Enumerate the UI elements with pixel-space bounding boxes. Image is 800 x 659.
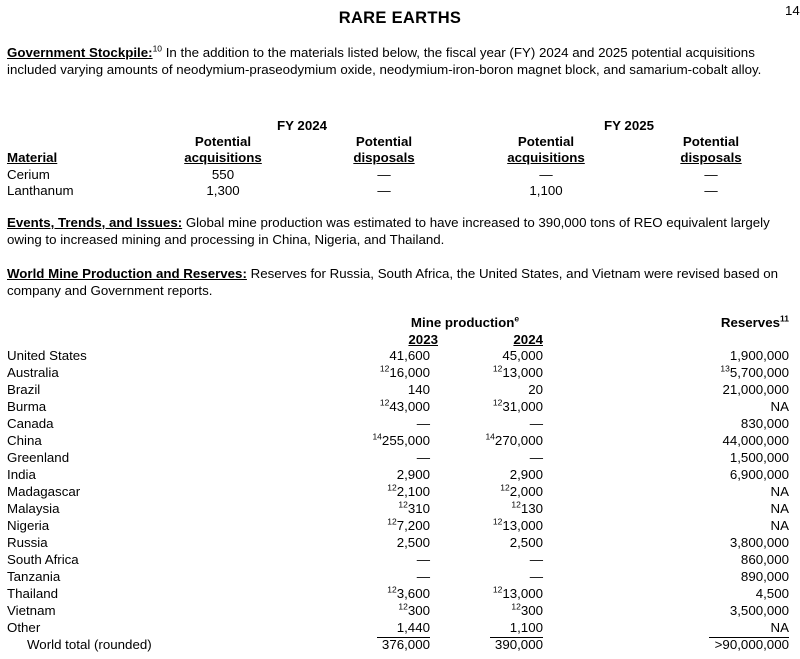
cell-2023: [300, 501, 430, 518]
cell-2024: 2,900: [509, 467, 543, 482]
cell-2024: —: [529, 450, 543, 465]
cell-fy24-disp: —: [377, 167, 391, 182]
footnote-marker: 10: [152, 43, 163, 54]
cell-reserves: 830,000: [740, 416, 789, 431]
mine-production-header: [411, 314, 519, 331]
cell-reserves: NA: [770, 501, 789, 516]
footnote-marker: 13: [720, 363, 730, 374]
fy-header-row: [0, 117, 800, 133]
col-header-potential-2: Potential: [355, 134, 413, 149]
country-label: Thailand: [7, 586, 59, 601]
fy-2025-header: FY 2025: [603, 118, 655, 133]
country-label: Vietnam: [7, 603, 56, 618]
cell-reserves: [619, 365, 789, 382]
country-label: China: [7, 433, 42, 448]
col-header-acquisitions-fy25: acquisitions: [507, 150, 585, 165]
cell-fy25-acq: —: [539, 167, 553, 182]
cell-2023: [300, 518, 430, 535]
footnote-marker: 12: [398, 499, 408, 510]
cell-2024: [413, 501, 543, 518]
footnote-marker: 12: [387, 516, 397, 527]
col-header-disposals-fy24: disposals: [353, 150, 415, 165]
cell-2023: [300, 365, 430, 382]
col-header-potential-1: Potential: [194, 134, 252, 149]
table-row-lanthanum: [0, 182, 800, 198]
footnote-marker: 11: [780, 313, 789, 324]
cell-2023: 41,600: [389, 348, 430, 363]
cell-reserves: [619, 620, 789, 638]
col-header-acquisitions-fy24: acquisitions: [184, 150, 262, 165]
cell-fy24-acq: 1,300: [206, 183, 240, 198]
cell-fy24-disp: —: [377, 183, 391, 198]
footnote-marker: 14: [372, 431, 382, 442]
value: 31,000: [502, 399, 543, 414]
value: 16,000: [389, 365, 430, 380]
cell-fy25-disp: —: [704, 167, 718, 182]
footnote-marker: 12: [492, 397, 503, 408]
value: 2,100: [396, 484, 430, 499]
footnote-marker: 14: [485, 431, 495, 442]
cell-2024: [413, 433, 543, 450]
footnote-marker: 12: [492, 584, 503, 595]
cell-2024: 2,500: [509, 535, 543, 550]
world-heading: World Mine Production and Reserves:: [7, 266, 247, 281]
country-label: South Africa: [7, 552, 79, 567]
value: 13,000: [502, 518, 543, 533]
cell-reserves: NA: [770, 399, 789, 414]
cell-2024: 20: [528, 382, 543, 397]
cell-2024: [413, 518, 543, 535]
stockpile-paragraph: [7, 44, 796, 78]
material-label: Cerium: [7, 167, 50, 182]
footnote-marker: 12: [500, 482, 510, 493]
footnote-marker: e: [514, 313, 520, 324]
fy-2024-header: FY 2024: [276, 118, 328, 133]
stockpile-heading: Government Stockpile:: [7, 45, 153, 60]
country-label: World total (rounded): [27, 637, 152, 652]
cell-reserves: 1,500,000: [729, 450, 789, 465]
table-row-canada: [0, 416, 800, 433]
table-row-madagascar: [0, 484, 800, 501]
page-title: RARE EARTHS: [338, 9, 462, 27]
cell-2023: [300, 484, 430, 501]
cell-reserves: 4,500: [755, 586, 789, 601]
country-label: United States: [7, 348, 87, 363]
events-paragraph: [7, 214, 796, 248]
col-header-potential-4: Potential: [682, 134, 740, 149]
cell-reserves: NA: [770, 518, 789, 533]
cell-reserves: 3,800,000: [729, 535, 789, 550]
cell-reserves: 890,000: [740, 569, 789, 584]
footnote-marker: 12: [387, 584, 397, 595]
country-label: Madagascar: [7, 484, 81, 499]
cell-2023: —: [416, 416, 430, 431]
cell-2023: 2,900: [396, 467, 430, 482]
production-header-row: [0, 314, 800, 330]
table-row-malaysia: [0, 501, 800, 518]
col-header-material: Material: [7, 150, 58, 165]
country-label: Russia: [7, 535, 48, 550]
col-header-potential-3: Potential: [517, 134, 575, 149]
cell-2024: [413, 399, 543, 416]
cell-2023: [300, 603, 430, 620]
table-row-burma: [0, 399, 800, 416]
cell-2024: [413, 620, 543, 638]
cell-2023: [300, 433, 430, 450]
footnote-marker: 12: [511, 601, 521, 612]
cell-reserves: >90,000,000: [714, 637, 789, 652]
footnote-marker: 12: [387, 482, 397, 493]
cell-2023: [300, 620, 430, 638]
year-2023-header: 2023: [408, 332, 438, 347]
cell-2023: —: [416, 552, 430, 567]
events-text: Global mine production was estimated to have increased to 390,000 tons of REO equivalent largely owing to increased mining and processing in China, Nigeria, and Thailand.: [7, 215, 770, 247]
year-2024-header: 2024: [513, 332, 543, 347]
material-label: Lanthanum: [7, 183, 74, 198]
footnote-marker: 12: [511, 499, 521, 510]
world-text: Reserves for Russia, South Africa, the United States, and Vietnam were revised based on company and Government reports.: [7, 266, 779, 298]
cell-2024: —: [529, 416, 543, 431]
value: 255,000: [381, 433, 430, 448]
footnote-marker: 12: [492, 516, 503, 527]
country-label: Canada: [7, 416, 54, 431]
table-row-greenland: [0, 450, 800, 467]
sum-rule: NA: [709, 620, 789, 638]
sum-rule: 1,440: [377, 620, 430, 638]
mine-production-label: Mine production: [410, 315, 515, 330]
cell-2024: —: [529, 552, 543, 567]
table-row-india: [0, 467, 800, 484]
country-label: Other: [7, 620, 41, 635]
table-row-brazil: [0, 382, 800, 399]
cell-2024: [413, 484, 543, 501]
value: 300: [520, 603, 543, 618]
table-row-vietnam: [0, 603, 800, 620]
value: 5,700,000: [729, 365, 789, 380]
value: 270,000: [494, 433, 543, 448]
footnote-marker: 12: [492, 363, 503, 374]
table-row-south-africa: [0, 552, 800, 569]
cell-reserves: 21,000,000: [722, 382, 789, 397]
value: 7,200: [396, 518, 430, 533]
events-heading: Events, Trends, and Issues:: [7, 215, 183, 230]
cell-reserves: 3,500,000: [729, 603, 789, 618]
cell-2024: [413, 603, 543, 620]
value: 3,600: [396, 586, 430, 601]
cell-2024: —: [529, 569, 543, 584]
column-header-row: [0, 149, 800, 165]
cell-reserves: 6,900,000: [729, 467, 789, 482]
cell-fy24-acq: 550: [211, 167, 235, 182]
table-row-tanzania: [0, 569, 800, 586]
table-row-china: [0, 433, 800, 450]
cell-fy25-disp: —: [704, 183, 718, 198]
country-label: Brazil: [7, 382, 41, 397]
page-number: 14: [785, 3, 800, 18]
production-table: [0, 348, 800, 654]
table-row-other: [0, 620, 800, 637]
cell-reserves: 1,900,000: [729, 348, 789, 363]
value: 300: [407, 603, 430, 618]
cell-reserves: 44,000,000: [722, 433, 789, 448]
country-label: Australia: [7, 365, 59, 380]
value: 310: [407, 501, 430, 516]
value: 13,000: [502, 586, 543, 601]
reserves-header: [619, 314, 789, 331]
country-label: Greenland: [7, 450, 70, 465]
footnote-marker: 12: [379, 363, 390, 374]
table-row-russia: [0, 535, 800, 552]
table-row-world-total: [0, 637, 800, 654]
cell-2023: —: [416, 569, 430, 584]
cell-reserves: 860,000: [740, 552, 789, 567]
cell-2023: 376,000: [381, 637, 430, 652]
cell-2023: 140: [407, 382, 430, 397]
cell-2023: [300, 586, 430, 603]
cell-fy25-acq: 1,100: [529, 183, 563, 198]
sum-rule: 1,100: [490, 620, 543, 638]
table-row-cerium: [0, 166, 800, 182]
table-row-nigeria: [0, 518, 800, 535]
value: 2,000: [509, 484, 543, 499]
cell-2024: [413, 586, 543, 603]
cell-2023: 2,500: [396, 535, 430, 550]
country-label: Nigeria: [7, 518, 50, 533]
reserves-label: Reserves: [720, 315, 780, 330]
value: 130: [520, 501, 543, 516]
potential-header-row: [0, 133, 800, 149]
country-label: Burma: [7, 399, 47, 414]
cell-2024: [413, 365, 543, 382]
footnote-marker: 12: [379, 397, 390, 408]
value: 13,000: [502, 365, 543, 380]
footnote-marker: 12: [398, 601, 408, 612]
col-header-disposals-fy25: disposals: [680, 150, 742, 165]
country-label: Malaysia: [7, 501, 60, 516]
country-label: Tanzania: [7, 569, 61, 584]
country-label: India: [7, 467, 36, 482]
table-row-australia: [0, 365, 800, 382]
world-paragraph: [7, 265, 796, 299]
value: 43,000: [389, 399, 430, 414]
cell-2023: [300, 399, 430, 416]
table-row-united-states: [0, 348, 800, 365]
year-header-row: [0, 331, 800, 347]
cell-2024: 45,000: [502, 348, 543, 363]
cell-2024: 390,000: [494, 637, 543, 652]
cell-2023: —: [416, 450, 430, 465]
table-row-thailand: [0, 586, 800, 603]
cell-reserves: NA: [770, 484, 789, 499]
stockpile-text: In the addition to the materials listed below, the fiscal year (FY) 2024 and 2025 potential acquisitions included varying amounts of neodymium-praseodymium oxide, neodymium-iron-boron magnet block, and samarium-cobalt alloy.: [7, 45, 762, 77]
